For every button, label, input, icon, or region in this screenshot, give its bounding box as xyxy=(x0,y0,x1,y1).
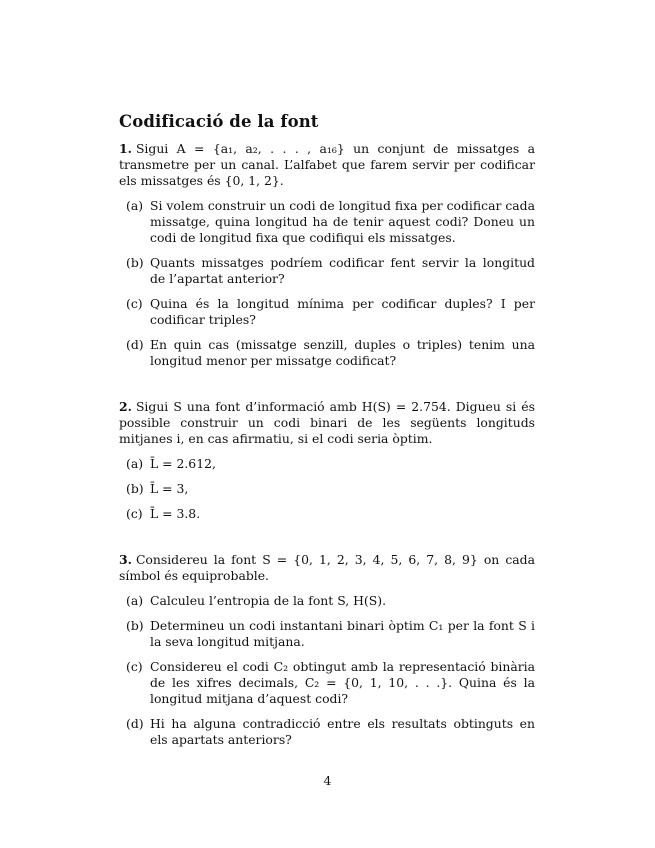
list-item xyxy=(119,659,535,707)
problem-statement xyxy=(119,552,535,584)
item-text: Quina és la longitud mínima per codificar duples? I per codificar triples? xyxy=(150,296,535,327)
item-label: (c) xyxy=(126,296,143,311)
list-item xyxy=(119,198,535,246)
item-label: (d) xyxy=(126,716,144,731)
list-item xyxy=(119,506,535,522)
statement-text: Sigui S una font d’informació amb H(S) = 2.754. Digueu si és possible construir un codi binari de les següents longituds mitjanes i, en cas afirmatiu, si el codi seria òptim. xyxy=(119,399,535,446)
list-item xyxy=(119,618,535,650)
list-item xyxy=(119,456,535,472)
page-content xyxy=(119,112,535,778)
list-item xyxy=(119,593,535,609)
problem-3 xyxy=(119,552,535,748)
item-text: Considereu el codi C₂ obtingut amb la representació binària de les xifres decimals, C₂ = {0, 1, 10, . . .}. Quina és la longitud mitjana d’aquest codi? xyxy=(150,659,535,706)
item-label: (c) xyxy=(126,659,143,674)
item-label: (b) xyxy=(126,255,144,270)
item-text: Quants missatges podríem codificar fent servir la longitud de l’apartat anterior? xyxy=(150,255,535,286)
list-item xyxy=(119,481,535,497)
item-text: Hi ha alguna contradicció entre els resultats obtinguts en els apartats anteriors? xyxy=(150,716,535,747)
problem-number: 2. xyxy=(119,399,132,414)
problem-number: 1. xyxy=(119,141,132,156)
page-number: 4 xyxy=(323,773,332,788)
item-label: (c) xyxy=(126,506,143,521)
problem-number: 3. xyxy=(119,552,132,567)
item-text: L̄ = 3.8. xyxy=(150,506,201,521)
item-text: Si volem construir un codi de longitud fixa per codificar cada missatge, quina longitud ha de tenir aquest codi? Doneu un codi de longitud fixa que codifiqui els missatges. xyxy=(150,198,535,245)
item-text: En quin cas (missatge senzill, duples o triples) tenim una longitud menor per missatge codificat? xyxy=(150,337,535,368)
statement-text: Considereu la font S = {0, 1, 2, 3, 4, 5, 6, 7, 8, 9} on cada símbol és equiprobable. xyxy=(119,552,535,583)
item-list xyxy=(119,198,535,369)
item-label: (a) xyxy=(126,593,144,608)
item-label: (b) xyxy=(126,481,144,496)
problem-2 xyxy=(119,399,535,522)
item-label: (b) xyxy=(126,618,144,633)
list-item xyxy=(119,716,535,748)
list-item xyxy=(119,337,535,369)
item-label: (a) xyxy=(126,456,144,471)
item-list xyxy=(119,593,535,748)
problem-1 xyxy=(119,141,535,369)
list-item xyxy=(119,255,535,287)
item-label: (d) xyxy=(126,337,144,352)
list-item xyxy=(119,296,535,328)
item-text: Determineu un codi instantani binari òptim C₁ per la font S i la seva longitud mitjana. xyxy=(150,618,535,649)
item-text: L̄ = 3, xyxy=(150,481,189,496)
statement-text: Sigui A = {a₁, a₂, . . . , a₁₆} un conjunt de missatges a transmetre per un canal. L’alfabet que farem servir per codificar els missatges és {0, 1, 2}. xyxy=(119,141,535,188)
item-text: Calculeu l’entropia de la font S, H(S). xyxy=(150,593,387,608)
section-title: Codificació de la font xyxy=(119,112,319,131)
item-list xyxy=(119,456,535,522)
item-label: (a) xyxy=(126,198,144,213)
problem-statement xyxy=(119,399,535,447)
problem-statement xyxy=(119,141,535,189)
item-text: L̄ = 2.612, xyxy=(150,456,216,471)
